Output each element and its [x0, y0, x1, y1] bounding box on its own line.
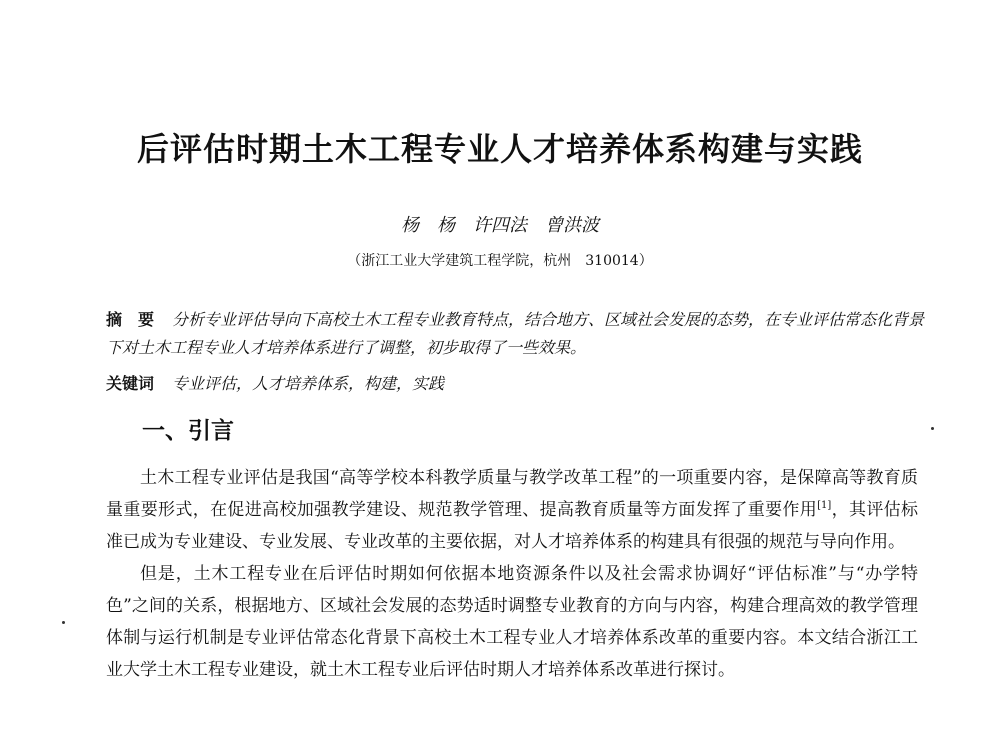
section-heading-introduction: 一、引言	[142, 418, 234, 444]
scan-speck	[931, 427, 934, 430]
author-list: 杨 杨 许四法 曾洪波	[401, 215, 599, 236]
scan-speck	[62, 621, 65, 624]
paper-title: 后评估时期土木工程专业人才培养体系构建与实践	[136, 130, 863, 168]
paragraph-1-text-a: 土木工程专业评估是我国“高等学校本科教学质量与教学改革工程”的一项重要内容，是保障高等教育质量重要形式，在促进高校加强教学建设、规范教学管理、提高教育质量等方面发挥了重要作用	[106, 468, 918, 520]
paragraph-1-text-b: ，其评估标准已成为专业建设、专业发展、专业改革的主要依据，对人才培养体系的构建具有很强的规范与导向作用。	[106, 500, 919, 552]
abstract-text: 分析专业评估导向下高校土木工程专业教育特点，结合地方、区域社会发展的态势，在专业评估常态化背景下对土木工程专业人才培养体系进行了调整，初步取得了一些效果。	[106, 310, 925, 357]
abstract-label: 摘 要	[106, 310, 155, 329]
paragraph-2: 但是，土木工程专业在后评估时期如何依据本地资源条件以及社会需求协调好“评估标准”与“办学特色”之间的关系，根据地方、区域社会发展的态势适时调整专业教育的方向与内容，构建合理高效的教学管理体制与运行机制是专业评估常态化背景下高校土木工程专业人才培养体系改革的重要内容。本文结合浙江工业大学土木工程专业建设，就土木工程专业后评估时期人才培养体系改革进行探讨。	[106, 564, 918, 680]
abstract	[106, 306, 926, 362]
affiliation: （浙江工业大学建筑工程学院，杭州 310014）	[347, 253, 653, 269]
keywords-text: 专业评估，人才培养体系，构建，实践	[172, 374, 445, 393]
keywords-label: 关键词	[106, 374, 155, 393]
citation-ref: [1]	[817, 500, 832, 511]
paragraph-1	[106, 462, 918, 558]
keywords	[106, 370, 926, 398]
body-text	[106, 462, 918, 686]
